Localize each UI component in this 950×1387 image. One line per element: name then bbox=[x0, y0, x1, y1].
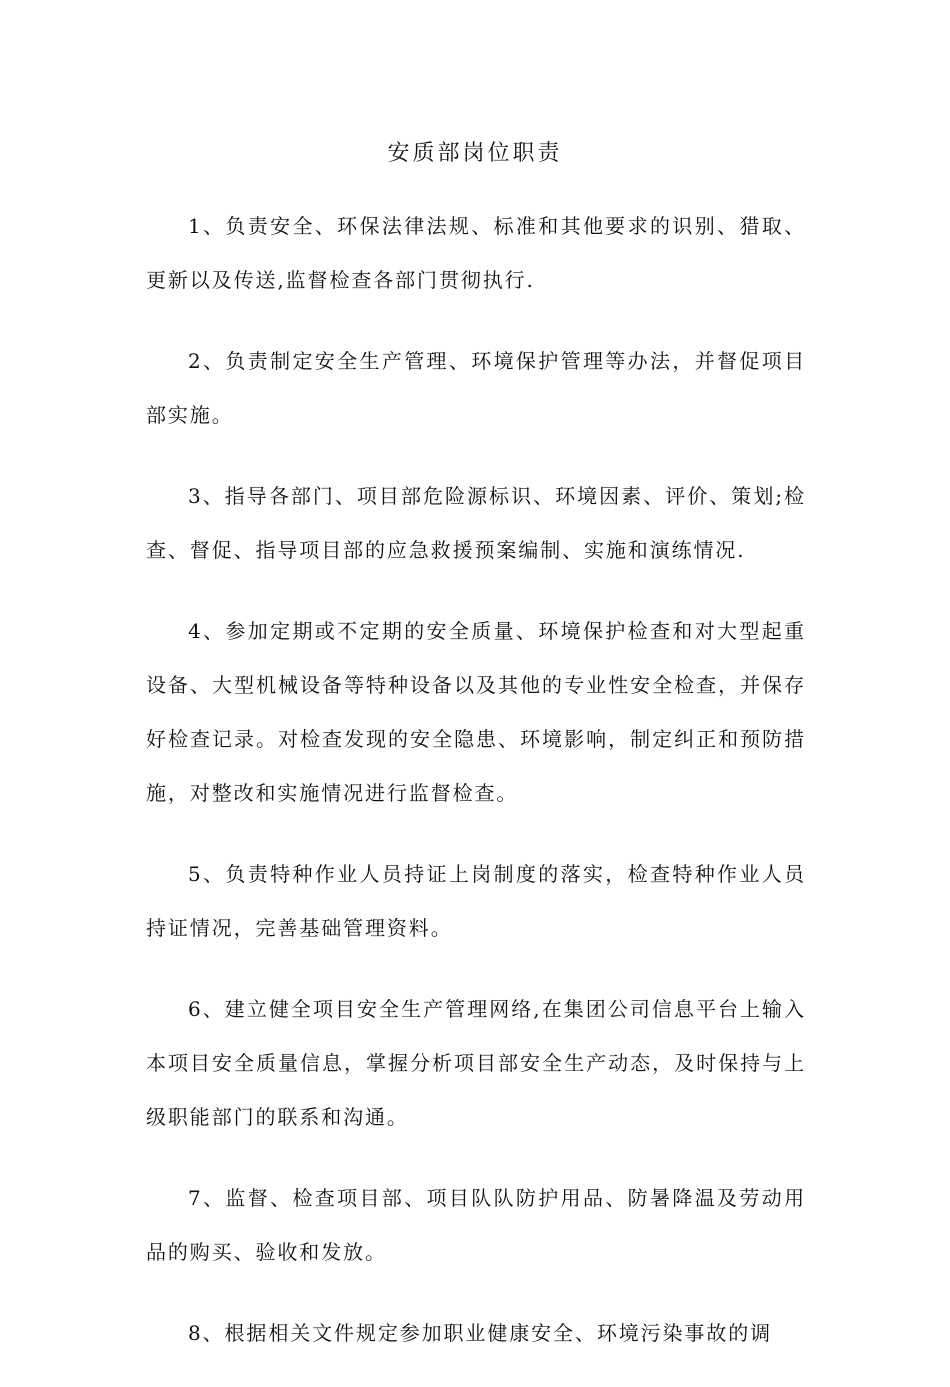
paragraph-6: 6、建立健全项目安全生产管理网络,在集团公司信息平台上输入本项目安全质量信息，掌握分析项目部安全生产动态，及时保持与上级职能部门的联系和沟通。 bbox=[146, 997, 806, 1129]
paragraph-2: 2、负责制定安全生产管理、环境保护管理等办法，并督促项目部实施。 bbox=[146, 349, 806, 427]
paragraph-8: 8、根据相关文件规定参加职业健康安全、环境污染事故的调 bbox=[188, 1321, 773, 1345]
paragraph-3: 3、指导各部门、项目部危险源标识、环境因素、评价、策划;检查、督促、指导项目部的应急救援预案编制、实施和演练情况. bbox=[146, 484, 806, 562]
document-body bbox=[146, 199, 806, 1387]
document-title: 安质部岗位职责 bbox=[387, 141, 563, 166]
paragraph-4: 4、参加定期或不定期的安全质量、环境保护检查和对大型起重设备、大型机械设备等特种设备以及其他的专业性安全检查，并保存好检查记录。对检查发现的安全隐患、环境影响，制定纠正和预防措施，对整改和实施情况进行监督检查。 bbox=[146, 619, 806, 805]
paragraph-7: 7、监督、检查项目部、项目队队防护用品、防暑降温及劳动用品的购买、验收和发放。 bbox=[146, 1186, 806, 1264]
paragraph-5: 5、负责特种作业人员持证上岗制度的落实，检查特种作业人员持证情况，完善基础管理资料。 bbox=[146, 862, 806, 940]
paragraph-1: 1、负责安全、环保法律法规、标准和其他要求的识别、猎取、更新以及传送,监督检查各部门贯彻执行. bbox=[146, 214, 806, 292]
